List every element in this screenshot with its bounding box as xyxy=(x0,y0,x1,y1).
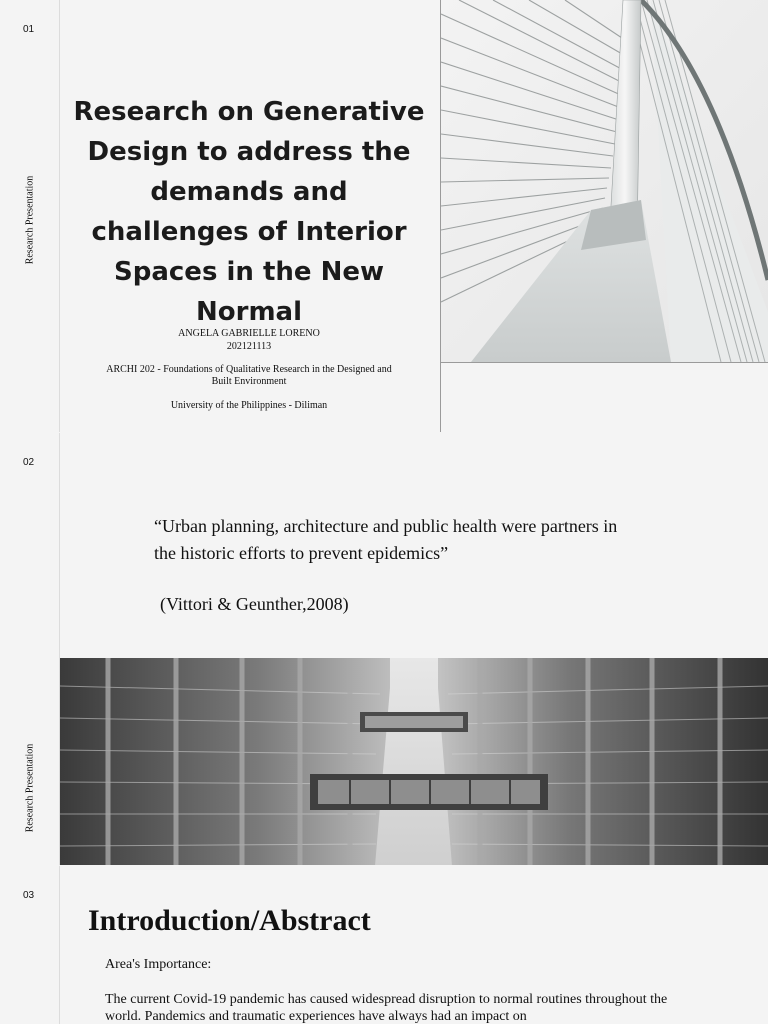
slide-3 xyxy=(0,866,768,1024)
slide-rail xyxy=(0,866,60,1024)
slide-2 xyxy=(0,433,768,865)
slide-rail xyxy=(0,0,60,432)
bridge-cable-photo xyxy=(441,0,768,362)
student-id: 202121113 xyxy=(226,341,272,352)
rail-label: Research Presentation xyxy=(24,743,36,833)
course-name: ARCHI 202 - Foundations of Qualitative Research in the Designed and Built Environment xyxy=(106,364,392,387)
section-body-text: The current Covid-19 pandemic has caused widespread disruption to normal routines throughout the world. Pandemics and traumatic experiences have always had an impact on xyxy=(105,992,668,1024)
author-name: ANGELA GABRIELLE LORENO xyxy=(178,328,320,339)
quote-citation: (Vittori & Geunther,2008) xyxy=(160,594,349,614)
presentation-title: Research on Generative Design to address the demands and challenges of Interior Spaces in the New Normal xyxy=(73,97,425,327)
university-name: University of the Philippines - Diliman xyxy=(170,400,328,411)
epidemic-quote: “Urban planning, architecture and public health were partners in the historic efforts to prevent epidemics” xyxy=(154,516,618,563)
slide-1 xyxy=(0,0,768,432)
slide-number: 02 xyxy=(23,457,35,468)
rail-label: Research Presentation xyxy=(24,175,36,265)
vertical-divider xyxy=(440,0,441,432)
glass-buildings-photo xyxy=(60,658,768,865)
slide-number: 01 xyxy=(23,24,35,35)
horizontal-divider xyxy=(440,362,768,363)
slide-rail xyxy=(0,433,60,865)
slide-number: 03 xyxy=(23,890,35,901)
section-heading: Introduction/Abstract xyxy=(88,904,371,937)
section-subheading: Area's Importance: xyxy=(105,957,212,972)
